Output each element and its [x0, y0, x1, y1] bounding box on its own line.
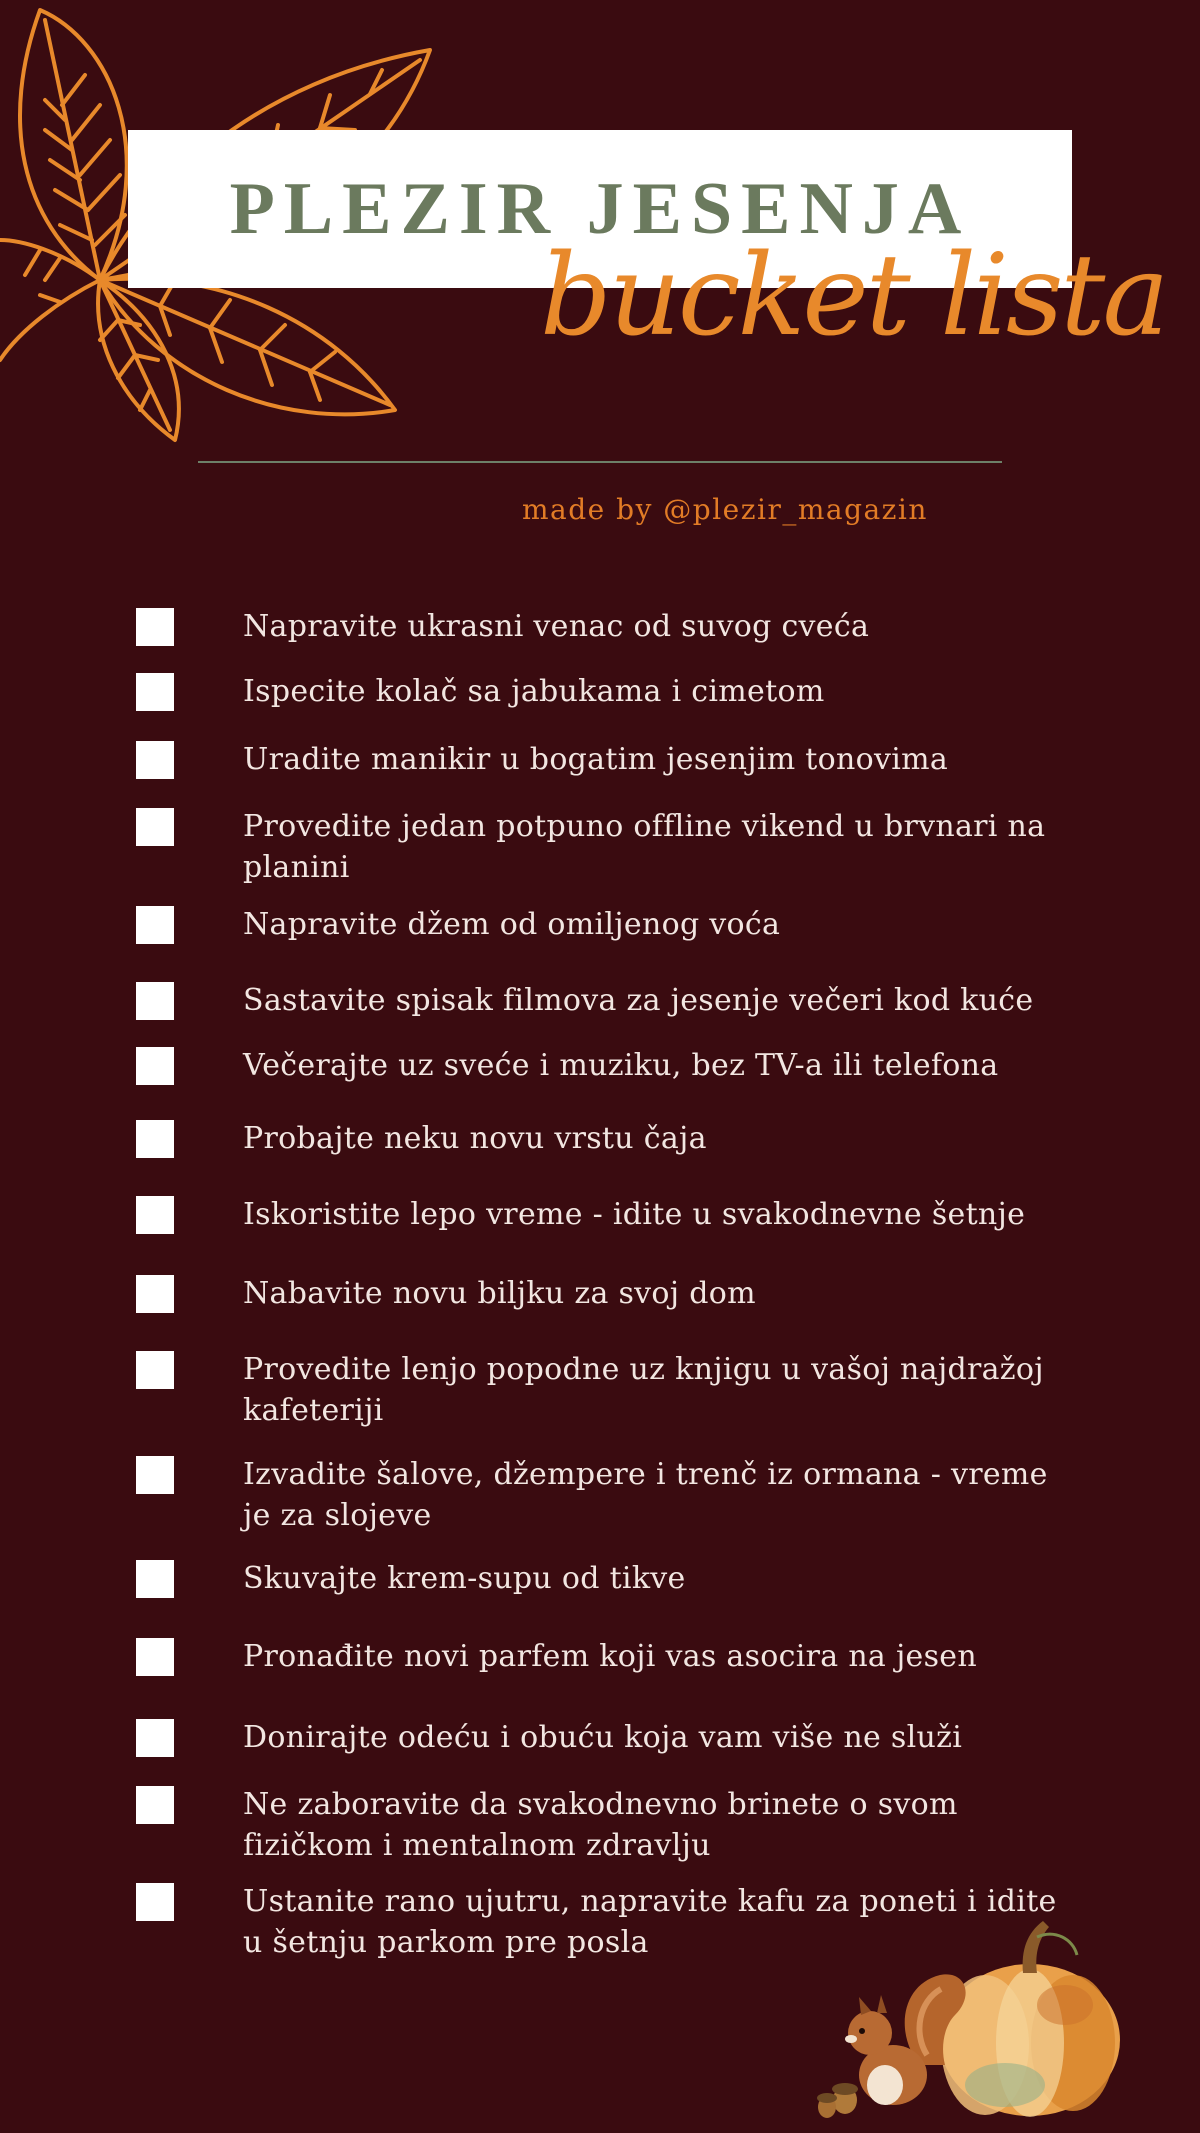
list-item[interactable] — [136, 1194, 1076, 1235]
item-label: Provedite jedan potpuno offline vikend u brvnari na planini — [243, 809, 1046, 885]
item-checkbox[interactable] — [136, 1638, 174, 1676]
item-checkbox[interactable] — [136, 673, 174, 711]
page-title: PLEZIR JESENJA — [229, 168, 971, 250]
item-checkbox[interactable] — [136, 1047, 174, 1085]
item-checkbox[interactable] — [136, 982, 174, 1020]
item-label: Probajte neku novu vrstu čaja — [243, 1121, 707, 1156]
item-label: Napravite ukrasni venac od suvog cveća — [243, 609, 870, 644]
item-checkbox[interactable] — [136, 1883, 174, 1921]
divider — [198, 461, 1002, 463]
list-item[interactable] — [136, 1454, 1076, 1536]
credit-text: made by @plezir_magazin — [522, 493, 928, 526]
item-label: Ustanite rano ujutru, napravite kafu za poneti i idite u šetnju parkom pre posla — [243, 1884, 1057, 1960]
item-label: Ispecite kolač sa jabukama i cimetom — [243, 674, 825, 709]
item-checkbox[interactable] — [136, 808, 174, 846]
item-checkbox[interactable] — [136, 1560, 174, 1598]
list-item[interactable] — [136, 1273, 1076, 1314]
list-item[interactable] — [136, 1349, 1076, 1431]
item-checkbox[interactable] — [136, 1786, 174, 1824]
item-checkbox[interactable] — [136, 906, 174, 944]
list-item[interactable] — [136, 739, 1076, 780]
item-checkbox[interactable] — [136, 1456, 174, 1494]
list-item[interactable] — [136, 904, 1076, 945]
pumpkin-illustration — [940, 1921, 1120, 2117]
item-checkbox[interactable] — [136, 1351, 174, 1389]
item-checkbox[interactable] — [136, 608, 174, 646]
list-item[interactable] — [136, 1118, 1076, 1159]
autumn-illustration — [815, 1915, 1125, 2120]
item-label: Provedite lenjo popodne uz knjigu u vašoj najdražoj kafeteriji — [243, 1352, 1044, 1428]
item-checkbox[interactable] — [136, 1120, 174, 1158]
item-label: Ne zaboravite da svakodnevno brinete o svom fizičkom i mentalnom zdravlju — [243, 1787, 958, 1863]
item-checkbox[interactable] — [136, 1275, 174, 1313]
list-item[interactable] — [136, 1717, 1076, 1758]
list-item[interactable] — [136, 1784, 1076, 1866]
list-item[interactable] — [136, 1558, 1076, 1599]
item-label: Napravite džem od omiljenog voća — [243, 907, 781, 942]
list-item[interactable] — [136, 671, 1076, 712]
script-subtitle: bucket lista — [540, 231, 1167, 361]
item-label: Večerajte uz sveće i muziku, bez TV-a ili telefona — [243, 1048, 999, 1083]
item-label: Sastavite spisak filmova za jesenje večeri kod kuće — [243, 983, 1034, 1018]
item-label: Pronađite novi parfem koji vas asocira na jesen — [243, 1639, 977, 1674]
item-label: Iskoristite lepo vreme - idite u svakodnevne šetnje — [243, 1197, 1026, 1232]
item-label: Izvadite šalove, džempere i trenč iz ormana - vreme je za slojeve — [243, 1457, 1048, 1533]
item-checkbox[interactable] — [136, 1719, 174, 1757]
list-item[interactable] — [136, 1636, 1076, 1677]
list-item[interactable] — [136, 606, 1076, 647]
item-checkbox[interactable] — [136, 741, 174, 779]
item-label: Uradite manikir u bogatim jesenjim tonovima — [243, 742, 949, 777]
item-label: Skuvajte krem-supu od tikve — [243, 1561, 686, 1596]
item-checkbox[interactable] — [136, 1196, 174, 1234]
list-item[interactable] — [136, 806, 1076, 888]
item-label: Nabavite novu biljku za svoj dom — [243, 1276, 756, 1311]
list-item[interactable] — [136, 980, 1076, 1021]
item-label: Donirajte odeću i obuću koja vam više ne služi — [243, 1720, 963, 1755]
list-item[interactable] — [136, 1045, 1076, 1086]
